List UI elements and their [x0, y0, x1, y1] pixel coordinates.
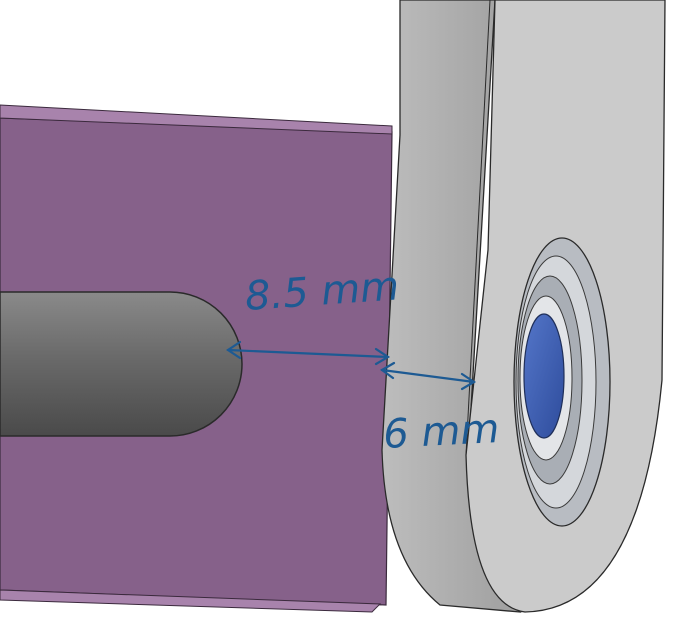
bearing — [514, 238, 610, 526]
label-6mm: 6 mm — [382, 405, 501, 458]
bore — [524, 314, 564, 438]
slot — [0, 292, 242, 436]
label-8-5mm: 8.5 mm — [243, 263, 401, 320]
